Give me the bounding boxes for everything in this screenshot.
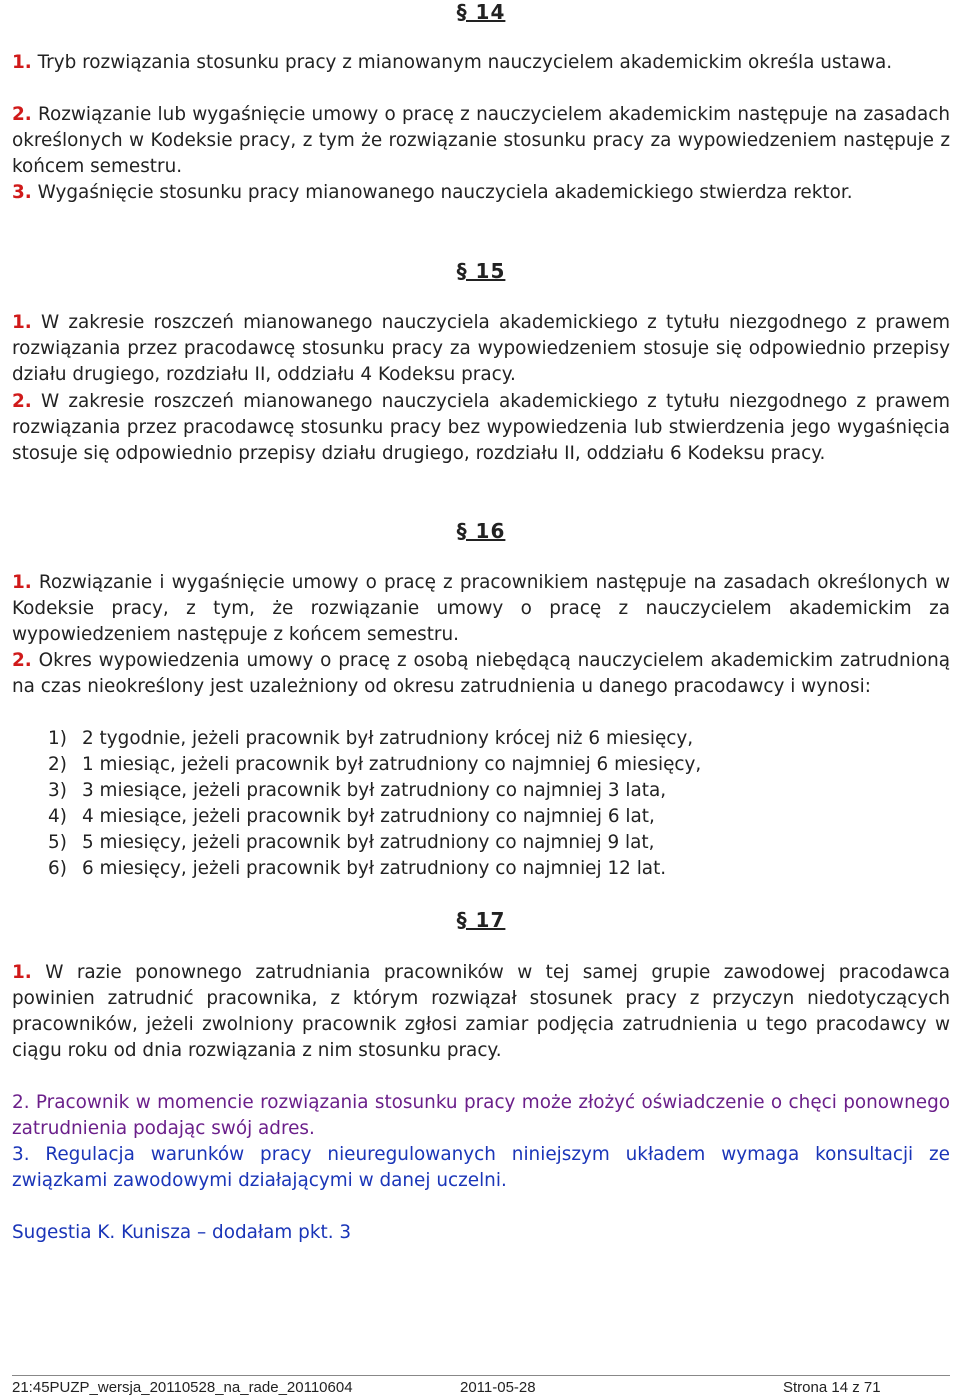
list-item	[48, 778, 928, 804]
section-heading-17-text: § 17	[456, 908, 506, 932]
list-item-number: 4)	[48, 806, 67, 827]
list-item-number: 1)	[48, 728, 67, 749]
footer-page-number: Strona 14 z 71	[783, 1379, 881, 1396]
list-item-number: 6)	[48, 858, 67, 879]
s14-paragraph-1	[12, 50, 950, 76]
s16-p1-text: Rozwiązanie i wygaśnięcie umowy o pracę z pracownikiem następuje na zasadach określonych w Kodeksie pracy, z tym, że rozwiązanie umowy o pracę z nauczycielem akademickim za wypowiedzeniem następuje z końcem semestru.	[12, 572, 950, 645]
suggestion-note-text: Sugestia K. Kunisza – dodałam pkt. 3	[12, 1222, 352, 1243]
list-item-text: 4 miesiące, jeżeli pracownik był zatrudniony co najmniej 6 lat,	[82, 806, 655, 827]
list-item-text: 2 tygodnie, jeżeli pracownik był zatrudniony krócej niż 6 miesięcy,	[82, 728, 694, 749]
list-item	[48, 726, 928, 752]
s14-p1-number: 1.	[12, 52, 32, 73]
footer-date: 2011-05-28	[460, 1379, 536, 1396]
s14-paragraph-2	[12, 102, 950, 180]
s17-paragraph-1	[12, 960, 950, 1064]
s15-p2-text: W zakresie roszczeń mianowanego nauczyciela akademickiego z tytułu niezgodnego z prawem rozwiązania przez pracodawcę stosunku pracy bez wypowiedzenia lub stwierdzenia jego wygaśnięcia stosuje się odpowiednio przepisy działu drugiego, rozdziału II, oddziału 6 Kodeksu pracy.	[12, 391, 950, 464]
s15-p2-number: 2.	[12, 391, 32, 412]
s17-p2-text: 2. Pracownik w momencie rozwiązania stosunku pracy może złożyć oświadczenie o chęci ponownego zatrudnienia podając swój adres.	[12, 1092, 950, 1139]
s14-paragraph-3	[12, 180, 950, 206]
section-heading-15	[12, 259, 950, 283]
list-item-number: 5)	[48, 832, 67, 853]
list-item	[48, 752, 928, 778]
list-item	[48, 804, 928, 830]
s15-p1-text: W zakresie roszczeń mianowanego nauczyciela akademickiego z tytułu niezgodnego z prawem rozwiązania przez pracodawcę stosunku pracy za wypowiedzeniem stosuje się odpowiednio przepisy działu drugiego, rozdziału II, oddziału 4 Kodeksu pracy.	[12, 312, 950, 385]
s14-p2-text: Rozwiązanie lub wygaśnięcie umowy o pracę z nauczycielem akademickim następuje na zasadach określonych w Kodeksie pracy, z tym że rozwiązanie stosunku pracy za wypowiedzeniem następuje z końcem semestru.	[12, 104, 950, 177]
section-heading-16	[12, 519, 950, 543]
section-heading-15-text: § 15	[456, 259, 506, 283]
s16-p1-number: 1.	[12, 572, 32, 593]
list-item-text: 6 miesięcy, jeżeli pracownik był zatrudniony co najmniej 12 lat.	[82, 858, 667, 879]
s17-p1-number: 1.	[12, 962, 32, 983]
s17-paragraph-2	[12, 1090, 950, 1142]
list-item-number: 2)	[48, 754, 67, 775]
list-item-text: 3 miesiące, jeżeli pracownik był zatrudniony co najmniej 3 lata,	[82, 780, 667, 801]
s17-p1-text: W razie ponownego zatrudniania pracowników w tej samej grupie zawodowej pracodawca powinien zatrudnić pracownika, z którym rozwiązał stosunek pracy z przyczyn niedotyczących pracowników, jeżeli zwolniony pracownik zgłosi zamiar podjęcia zatrudnienia u tego pracodawcy w ciągu roku od dnia rozwiązania z nim stosunku pracy.	[12, 962, 950, 1061]
list-item-number: 3)	[48, 780, 67, 801]
s17-paragraph-3	[12, 1142, 950, 1194]
s16-paragraph-2	[12, 648, 950, 700]
section-heading-16-text: § 16	[456, 519, 506, 543]
section-heading-14	[12, 0, 950, 24]
s17-p3-text: 3. Regulacja warunków pracy nieuregulowanych niniejszym układem wymaga konsultacji ze związkami zawodowymi działającymi w danej uczelni.	[12, 1144, 950, 1191]
list-item-text: 5 miesięcy, jeżeli pracownik był zatrudniony co najmniej 9 lat,	[82, 832, 655, 853]
s16-p2-text: Okres wypowiedzenia umowy o pracę z osobą niebędącą nauczycielem akademickim zatrudnioną na czas nieokreślony jest uzależniony od okresu zatrudnienia u danego pracodawcy i wynosi:	[12, 650, 950, 697]
list-item	[48, 830, 928, 856]
notice-period-list	[48, 726, 928, 882]
s16-p2-number: 2.	[12, 650, 32, 671]
footer-filename: 21:45PUZP_wersja_20110528_na_rade_20110604	[12, 1379, 353, 1396]
s15-p1-number: 1.	[12, 312, 32, 333]
s14-p1-text: Tryb rozwiązania stosunku pracy z mianowanym nauczycielem akademickim określa ustawa.	[31, 52, 893, 73]
section-heading-17	[12, 908, 950, 932]
list-item-text: 1 miesiąc, jeżeli pracownik był zatrudniony co najmniej 6 miesięcy,	[82, 754, 702, 775]
suggestion-note	[12, 1220, 950, 1246]
s14-p3-number: 3.	[12, 182, 32, 203]
footer-divider	[12, 1375, 950, 1376]
list-item	[48, 856, 928, 882]
s16-paragraph-1	[12, 570, 950, 648]
s15-paragraph-2	[12, 389, 950, 467]
s14-p2-number: 2.	[12, 104, 32, 125]
section-heading-14-text: § 14	[456, 0, 506, 24]
s14-p3-text: Wygaśnięcie stosunku pracy mianowanego nauczyciela akademickiego stwierdza rektor.	[31, 182, 853, 203]
s15-paragraph-1	[12, 310, 950, 388]
